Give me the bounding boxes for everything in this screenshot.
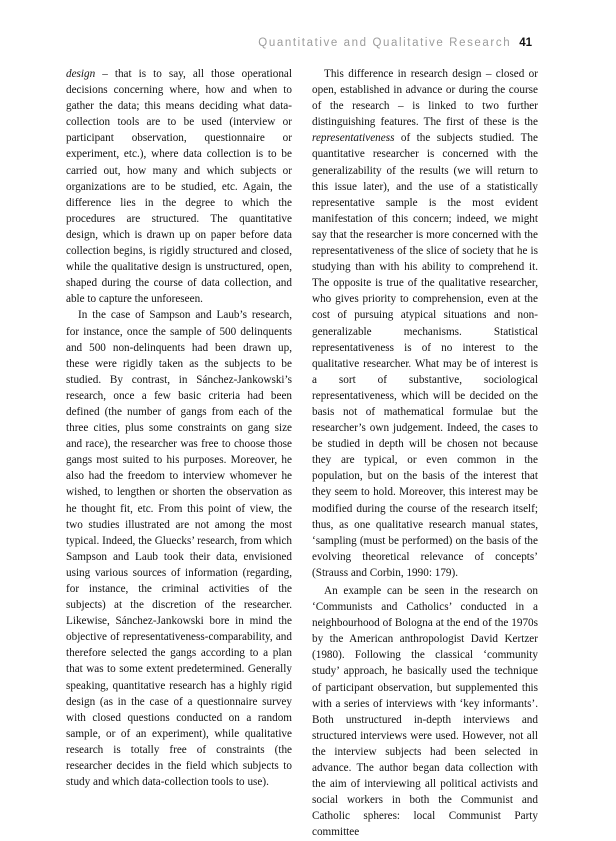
left-column bbox=[66, 66, 292, 790]
italic-term-representativeness: representativeness bbox=[312, 132, 395, 145]
running-header bbox=[250, 37, 532, 49]
italic-term-design: design bbox=[66, 68, 96, 80]
page-number: 41 bbox=[519, 37, 532, 49]
right-paragraph-2: An example can be seen in the research on ‘Communists and Catholics’ conducted in a neighbourhood of Bologna at the end of the 1970s by the American anthropologist David Kertzer (1980). Following the classical ‘community study’ approach, he basically used the technique of participant observation, but supplemented this with a series of interviews with ‘key informants’. Both unstructured in-depth interviews and structured interviews were used. However, not all the interview subjects had been selected in advance. The author began data collection with the aim of interviewing all political activists and social workers in both the Communist and Catholic spheres: local Communist Party committee bbox=[312, 585, 538, 839]
right-paragraph-1-start: This difference in research design – closed or open, established in advance or during the course of the research – is linked to two further distinguishing features. The first of these is the bbox=[312, 68, 538, 129]
right-paragraph-1 bbox=[312, 66, 538, 581]
left-paragraph-2: In the case of Sampson and Laub’s research, for instance, once the sample of 500 delinquents and 500 non-delinquents had been drawn up, these were rigidly taken as the subjects to be studied. By contrast, in Sánchez-Jankowski’s research, once a few basic criteria had been defined (the number of gangs from each of the three cities, plus some constraints on gang size and race), the researcher was free to choose those gangs most suited to his purposes. Moreover, he also had the freedom to interview whomever he wished, to lengthen or shorten the observation as he thought fit, etc. From this point of view, the two studies illustrated are not among the most typical. Indeed, the Gluecks’ research, from which Sampson and Laub took their data, envisioned using various sources of information (regarding, for instance, the criminal activities of the subjects) at the discretion of the researcher. Likewise, Sánchez-Jankowski bore in mind the objective of representativeness-comparability, and therefore selected the gangs according to a plan that was to some extent predetermined. Generally speaking, quantitative research has a highly rigid design (as in the case of a questionnaire survey with closed questions conducted on a random sample, or of an experiment), while qualitative research is totally free of constraints (the researcher decides in the field which subjects to study and which data-collection tools to use). bbox=[66, 309, 292, 789]
left-paragraph-1 bbox=[66, 66, 292, 307]
running-title: Quantitative and Qualitative Research bbox=[258, 37, 512, 49]
left-paragraph-1-text: – that is to say, all those operational decisions concerning where, how and when to gather the data; this means deciding what data-collection tools are to be used (interview or participant observation, questionnaire or experiment, etc.), where data collection is to be carried out, how many and which subjects or organizations are to be studied, etc. Again, the difference lies in the degree to which the procedures are structured. The quantitative design, which is drawn up on paper before data collection begins, is rigidly structured and closed, while the qualitative design is unstructured, open, shaped during the course of data collection, and able to capture the unforeseen. bbox=[66, 68, 292, 306]
right-paragraph-1-end: of the subjects studied. The quantitative researcher is concerned with the generalizability of the results (we will return to this issue later), and the use of a statistically representative sample is the most evident manifestation of this concern; indeed, we might say that the researcher is more concerned with the representativeness of the slice of society that he is studying than with his ability to comprehend it. The opposite is true of the qualitative researcher, who gives priority to comprehension, even at the cost of pursuing atypical situations and non-generalizable mechanisms. Statistical representativeness is of no interest to the qualitative researcher. What may be of interest is a sort of substantive, sociological representativeness, which will be decided on the basis not of mathematical formulae but the researcher’s own judgement. Indeed, the cases to be studied in depth will be chosen not because they are typical, or even common in the population, but on the basis of the interest that they seem to hold. Moreover, this interest may be modified during the course of the research itself; thus, as one qualitative research manual states, ‘sampling (must be performed) on the basis of the evolving theoretical relevance of concepts’ (Strauss and Corbin, 1990: 179). bbox=[312, 132, 538, 579]
right-column bbox=[312, 66, 538, 841]
